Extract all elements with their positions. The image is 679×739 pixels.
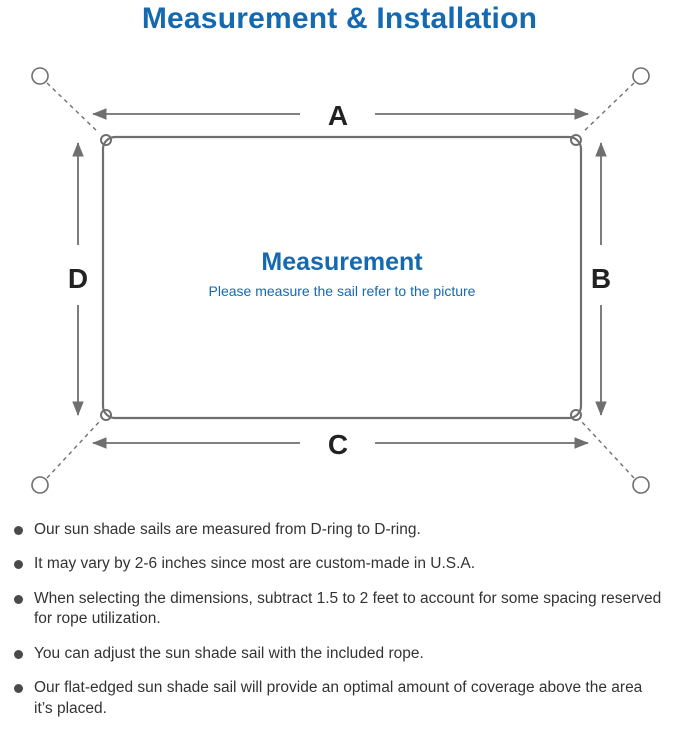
notes-list <box>0 520 679 733</box>
bullet-icon <box>14 560 23 569</box>
bullet-icon <box>14 526 23 535</box>
dimension-label-a: A <box>327 100 349 131</box>
diagram-center-subtitle: Please measure the sail refer to the picture <box>208 283 476 299</box>
note-text: Our flat-edged sun shade sail will provide an optimal amount of coverage above the area it’s placed. <box>34 679 643 717</box>
bullet-icon <box>14 684 23 693</box>
list-item <box>0 554 679 574</box>
sail-shape <box>103 137 581 418</box>
dimension-label-c: C <box>327 429 349 460</box>
note-text: You can adjust the sun shade sail with the included rope. <box>34 644 424 662</box>
bullet-icon <box>14 650 23 659</box>
note-text: When selecting the dimensions, subtract 1.5 to 2 feet to account for some spacing reserved for rope utilization. <box>34 589 662 628</box>
list-item <box>0 678 679 719</box>
list-item <box>0 589 679 630</box>
measurement-diagram <box>0 55 679 510</box>
dimension-label-d: D <box>67 263 89 294</box>
page-title: Measurement & Installation <box>141 2 538 35</box>
list-item <box>0 644 679 664</box>
note-text: It may vary by 2-6 inches since most are custom-made in U.S.A. <box>34 555 476 573</box>
list-item <box>0 520 679 540</box>
note-text: Our sun shade sails are measured from D-ring to D-ring. <box>34 521 421 538</box>
bullet-icon <box>14 595 23 604</box>
dimension-label-b: B <box>590 263 612 294</box>
diagram-center-title: Measurement <box>261 248 423 276</box>
